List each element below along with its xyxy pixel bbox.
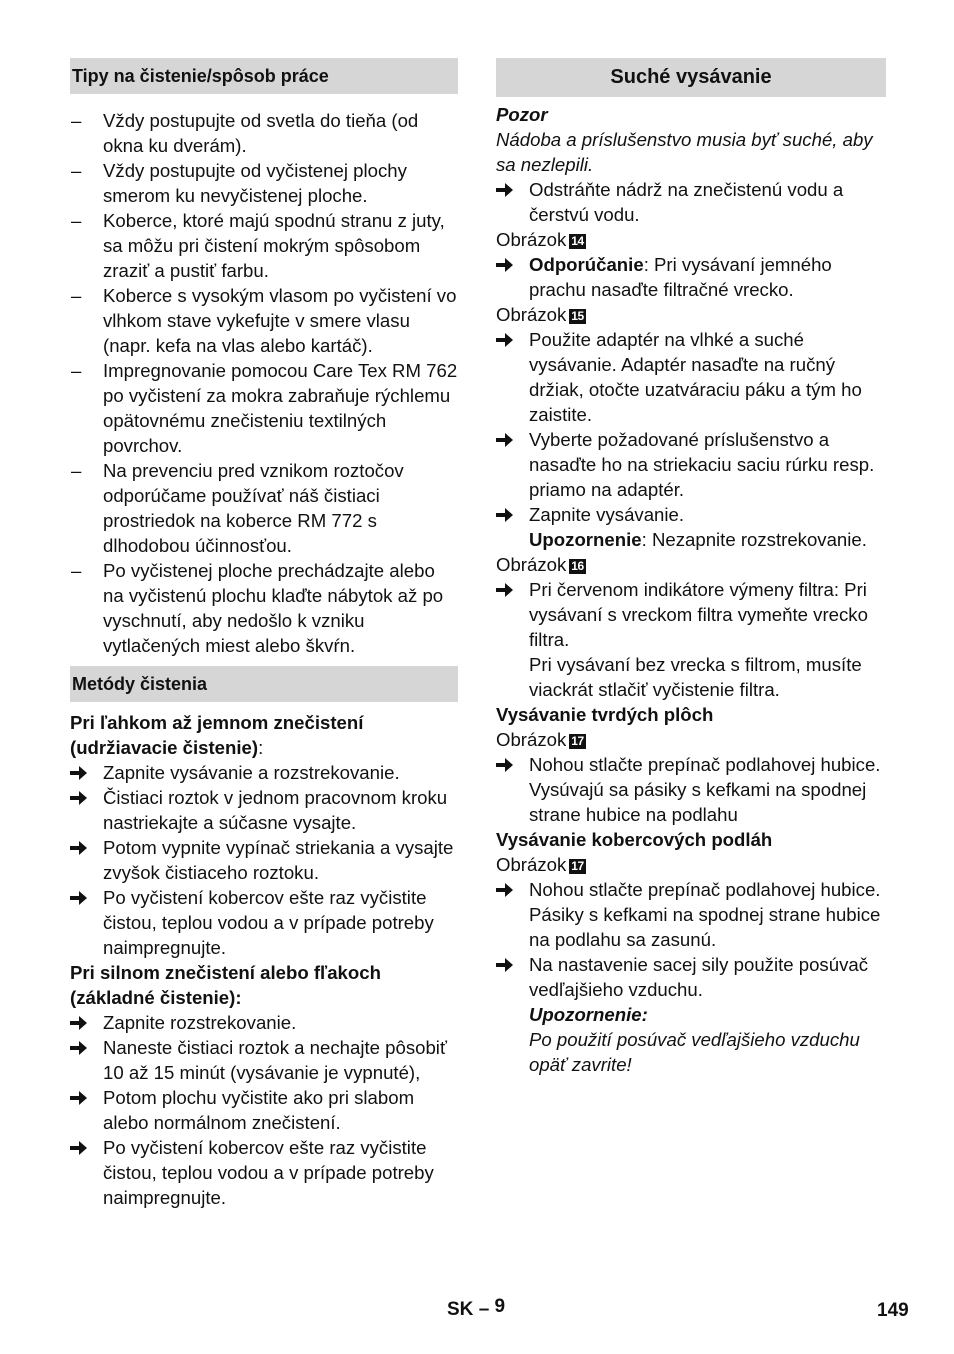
arrow-right-icon: [70, 835, 94, 860]
tip-text: Vždy postupujte od svetla do tieňa (od okna ku dverám).: [103, 110, 419, 156]
step-text: Vyberte požadované príslušenstvo a nasaďte ho na striekaciu saciu rúrku resp. priamo na adaptér.: [529, 429, 875, 500]
dash-marker: –: [71, 460, 82, 481]
tips-list-item: [70, 158, 458, 208]
figure-label: Obrázok: [496, 304, 567, 325]
footer-lang-page-number: 9: [494, 1296, 506, 1317]
arrow-right-icon: [496, 577, 520, 602]
hard-floors-heading: Vysávanie tvrdých plôch: [496, 704, 714, 725]
footer-lang: SK: [447, 1299, 474, 1320]
recommendation-label: Odporúčanie: [529, 254, 644, 275]
figure-number-badge: 16: [571, 559, 584, 573]
tip-text: Vždy postupujte od vyčistenej plochy smerom ku nevyčistenej ploche.: [103, 160, 407, 206]
tip-text: Na prevenciu pred vznikom roztočov odporúčame používať náš čistiaci prostriedok na koberce RM 772 s dlhodobou účinnosťou.: [103, 460, 404, 556]
dash-marker: –: [71, 360, 82, 381]
figure-label: Obrázok: [496, 229, 567, 250]
figure-number-badge: 17: [571, 859, 584, 873]
light-step: [70, 885, 458, 960]
tips-list-item: [70, 458, 458, 558]
caution-text: Nádoba a príslušenstvo musia byť suché, aby sa nezlepili.: [496, 129, 873, 175]
figure-label: Obrázok: [496, 729, 567, 750]
arrow-right-icon: [70, 885, 94, 910]
step-text: Nohou stlačte prepínač podlahovej hubice. Vysúvajú sa pásiky s kefkami na spodnej strane hubice na podlahu: [529, 754, 881, 825]
step-accessory: [496, 427, 886, 502]
tip-text: Koberce, ktoré majú spodnú stranu z juty, sa môžu pri čistení mokrým spôsobom zraziť a pustiť farbu.: [103, 210, 445, 281]
arrow-right-icon: [496, 502, 520, 527]
note-text: : Nezapnite rozstrekovanie.: [641, 529, 867, 550]
figure-ref: [496, 727, 886, 752]
light-step: [70, 760, 458, 785]
tips-list-item: [70, 283, 458, 358]
arrow-right-icon: [496, 752, 520, 777]
figure-number-badge: 17: [571, 734, 584, 748]
tips-list-item: [70, 108, 458, 158]
note-spray: [496, 527, 886, 552]
recommendation-text: : Pri vysávaní jemného prachu nasaďte filtračné vrecko.: [529, 254, 832, 300]
dash-marker: –: [71, 210, 82, 231]
heavy-step: [70, 1135, 458, 1210]
step-text: Zapnite vysávanie a rozstrekovanie.: [103, 762, 400, 783]
step-adapter: [496, 327, 886, 427]
arrow-right-icon: [496, 327, 520, 352]
dash-marker: –: [71, 285, 82, 306]
footer-section-page: [447, 1297, 505, 1322]
figure-label: Obrázok: [496, 854, 567, 875]
arrow-right-icon: [496, 252, 520, 277]
light-soiling-title: Pri ľahkom až jemnom znečistení (udržiavacie čistenie): [70, 712, 364, 758]
step-filter-indicator: [496, 577, 886, 652]
figure-ref: [496, 552, 886, 577]
arrow-right-icon: [496, 952, 520, 977]
footer-dash: –: [478, 1299, 490, 1320]
arrow-right-icon: [496, 427, 520, 452]
light-step: [70, 785, 458, 835]
step-carpet: [496, 877, 886, 952]
arrow-right-icon: [70, 1035, 94, 1060]
step-filter-note: Pri vysávaní bez vrecka s filtrom, musíte viackrát stlačiť vyčistenie filtra.: [529, 654, 862, 700]
step-text: Zapnite vysávanie.: [529, 504, 685, 525]
step-text: Na nastavenie sacej sily použite posúvač vedľajšieho vzduchu.: [529, 954, 869, 1000]
tips-list-item: [70, 358, 458, 458]
arrow-right-icon: [70, 1135, 94, 1160]
arrow-right-icon: [496, 877, 520, 902]
heavy-step: [70, 1085, 458, 1135]
heavy-soiling-heading: Pri silnom znečistení alebo fľakoch (základné čistenie):: [70, 962, 381, 1008]
figure-number-badge: 15: [571, 309, 584, 323]
figure-number-badge: 14: [571, 234, 584, 248]
light-soiling-colon: :: [258, 737, 264, 758]
right-column: [496, 58, 886, 1077]
arrow-right-icon: [70, 785, 94, 810]
tip-text: Po vyčistenej ploche prechádzajte alebo na vyčistenú plochu klaďte nábytok až po vyschnutí, aby nedošlo k vzniku vytlačených miest alebo škvŕn.: [103, 560, 444, 656]
note-label: Upozornenie: [529, 529, 642, 550]
step-text: Po vyčistení kobercov ešte raz vyčistite čistou, teplou vodou a v prípade potreby naimpregnujte.: [103, 1137, 434, 1208]
heavy-step: [70, 1035, 458, 1085]
left-column: [70, 58, 458, 1210]
tip-text: Impregnovanie pomocou Care Tex RM 762 po vyčistení za mokra zabraňuje rýchlemu opätovnému znečisteniu textilných povrchov.: [103, 360, 458, 456]
step-air-slider: [496, 952, 886, 1002]
step-text: Čistiaci roztok v jednom pracovnom kroku nastriekajte a súčasne vysajte.: [103, 787, 448, 833]
step-text: Použite adaptér na vlhké a suché vysávanie. Adaptér nasaďte na ručný držiak, otočte uzatváraciu páku a tým ho zaistite.: [529, 329, 862, 425]
carpet-heading: Vysávanie kobercových podláh: [496, 829, 773, 850]
dry-vacuuming-heading: Suché vysávanie: [496, 58, 886, 97]
arrow-right-icon: [496, 177, 520, 202]
step-recommendation: [496, 252, 886, 302]
step-text: Pri červenom indikátore výmeny filtra: Pri vysávaní s vreckom filtra vymeňte vrecko filtra.: [529, 579, 868, 650]
step-hard-floor: [496, 752, 886, 827]
dash-marker: –: [71, 110, 82, 131]
figure-ref: [496, 227, 886, 252]
step-text: Naneste čistiaci roztok a nechajte pôsobiť 10 až 15 minút (vysávanie je vypnuté),: [103, 1037, 447, 1083]
step-text: Potom plochu vyčistite ako pri slabom alebo normálnom znečistení.: [103, 1087, 415, 1133]
dash-marker: –: [71, 160, 82, 181]
arrow-right-icon: [70, 1085, 94, 1110]
tips-list-item: [70, 208, 458, 283]
figure-label: Obrázok: [496, 554, 567, 575]
caution-label: Pozor: [496, 104, 548, 125]
tips-list-item: [70, 558, 458, 658]
figure-ref: [496, 852, 886, 877]
figure-ref: [496, 302, 886, 327]
final-note-text: Po použití posúvač vedľajšieho vzduchu opäť zavrite!: [529, 1029, 860, 1075]
page-number: 149: [877, 1300, 909, 1321]
methods-heading: Metódy čistenia: [70, 666, 458, 702]
light-step: [70, 835, 458, 885]
tips-heading: Tipy na čistenie/spôsob práce: [70, 58, 458, 94]
arrow-right-icon: [70, 1010, 94, 1035]
arrow-right-icon: [70, 760, 94, 785]
step-text: Odstráňte nádrž na znečistenú vodu a čerstvú vodu.: [529, 179, 844, 225]
step-text: Potom vypnite vypínač striekania a vysajte zvyšok čistiaceho roztoku.: [103, 837, 454, 883]
heavy-step: [70, 1010, 458, 1035]
final-note-label: Upozornenie:: [529, 1004, 648, 1025]
step-text: Nohou stlačte prepínač podlahovej hubice. Pásiky s kefkami na spodnej strane hubice na podlahu sa zasunú.: [529, 879, 881, 950]
step-suction-on: [496, 502, 886, 527]
light-soiling-heading: [70, 710, 458, 760]
step-remove-tanks: [496, 177, 886, 227]
step-text: Zapnite rozstrekovanie.: [103, 1012, 297, 1033]
step-text: Po vyčistení kobercov ešte raz vyčistite čistou, teplou vodou a v prípade potreby naimpregnujte.: [103, 887, 434, 958]
dash-marker: –: [71, 560, 82, 581]
tip-text: Koberce s vysokým vlasom po vyčistení vo vlhkom stave vykefujte v smere vlasu (napr. kefa na vlas alebo kartáč).: [103, 285, 457, 356]
